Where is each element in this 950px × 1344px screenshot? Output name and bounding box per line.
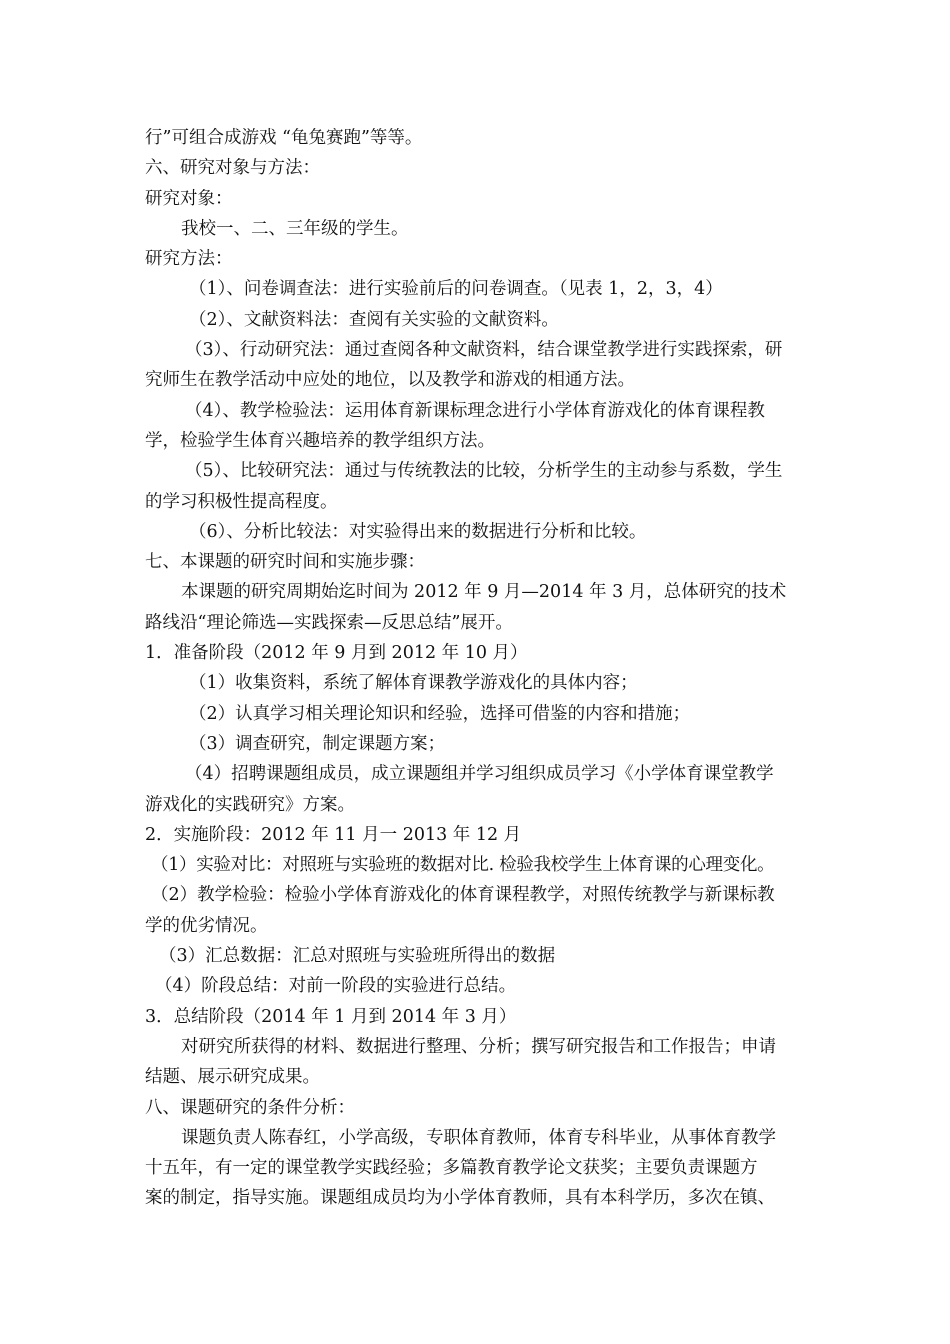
stage-item: （2）教学检验：检验小学体育游戏化的体育课程教学，对照传统教学与新课标教 [151,885,775,906]
body-text-line: 十五年，有一定的课堂教学实践经验；多篇教育教学论文获奖；主要负责课题方 [145,1158,758,1179]
body-text-line: 本课题的研究周期始迄时间为 2012 年 9 月—2014 年 3 月，总体研究的技术 [181,582,787,603]
document-body [145,123,815,1214]
body-text-line: 对研究所获得的材料、数据进行整理、分析；撰写研究报告和工作报告；申请 [181,1036,776,1057]
body-text-line: 学，检验学生体育兴趣培养的教学组织方法。 [145,430,495,451]
section-heading-8: 八、课题研究的条件分析： [145,1097,355,1118]
method-item-2: （2）、文献资料法：查阅有关实验的文献资料。 [189,309,559,330]
stage-item: （3）调查研究，制定课题方案； [189,733,446,754]
stage-item: （1）收集资料，系统了解体育课教学游戏化的具体内容； [189,673,638,694]
method-item-3: （3）、行动研究法：通过查阅各种文献资料，结合课堂教学进行实践探索，研 [185,340,783,361]
section-heading-7: 七、本课题的研究时间和实施步骤： [145,552,425,573]
stage-item: （4）招聘课题组成员，成立课题组并学习组织成员学习《小学体育课堂教学 [185,764,774,785]
stage-heading-1: 1．准备阶段（2012 年 9 月到 2012 年 10 月） [145,643,528,664]
method-item-1: （1）、问卷调查法：进行实验前后的问卷调查。（见表 1，2，3，4） [189,279,723,300]
body-text-line: 学的优劣情况。 [145,915,268,936]
body-text-line: 结题、展示研究成果。 [145,1067,320,1088]
body-text-line: 的学习积极性提高程度。 [145,491,338,512]
method-item-5: （5）、比较研究法：通过与传统教法的比较，分析学生的主动参与系数，学生 [185,461,783,482]
body-text-line: 我校一、二、三年级的学生。 [181,218,409,239]
method-item-4: （4）、教学检验法：运用体育新课标理念进行小学体育游戏化的体育课程教 [185,400,765,421]
body-text-line: 行”可组合成游戏 “龟兔赛跑”等等。 [145,128,423,148]
stage-item: （1）实验对比：对照班与实验班的数据对比. 检验我校学生上体育课的心理变化。 [151,855,775,876]
body-text-line: 路线沿“理论筛选—实践探索—反思总结”展开。 [145,612,513,633]
subheading-research-object: 研究对象： [145,188,233,209]
method-item-6: （6）、分析比较法：对实验得出来的数据进行分析和比较。 [189,521,647,542]
stage-item: （2）认真学习相关理论知识和经验，选择可借鉴的内容和措施； [189,703,691,724]
body-text-line: 游戏化的实践研究》方案。 [145,794,355,815]
body-text-line: 案的制定，指导实施。课题组成员均为小学体育教师，具有本科学历，多次在镇、 [145,1188,775,1209]
body-text-line: 究师生在教学活动中应处的地位，以及教学和游戏的相通方法。 [145,370,635,391]
body-text-line: 课题负责人陈春红，小学高级，专职体育教师，体育专科毕业，从事体育教学 [181,1127,776,1148]
stage-item: （4）阶段总结：对前一阶段的实验进行总结。 [155,976,517,997]
stage-heading-3: 3．总结阶段（2014 年 1 月到 2014 年 3 月） [145,1006,517,1027]
subheading-research-method: 研究方法： [145,249,233,270]
stage-item: （3）汇总数据：汇总对照班与实验班所得出的数据 [159,946,556,967]
stage-heading-2: 2．实施阶段：2012 年 11 月一 2013 年 12 月 [145,824,522,845]
section-heading-6: 六、研究对象与方法： [145,158,320,179]
